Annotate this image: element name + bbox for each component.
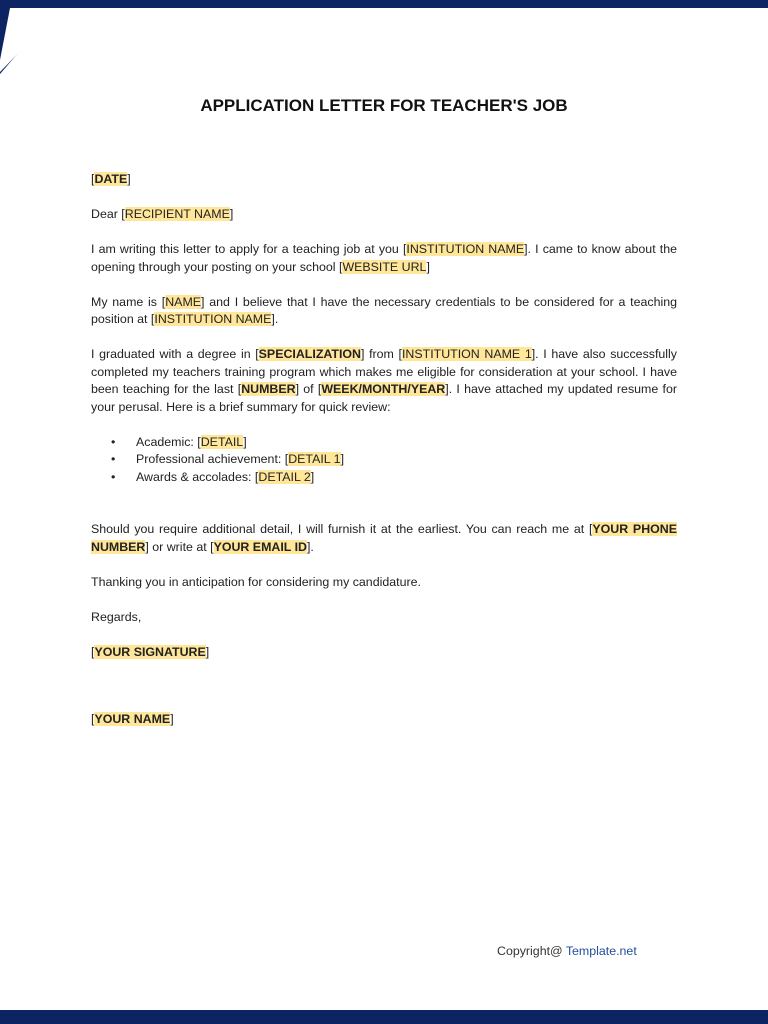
list-item: • Academic: [DETAIL]: [91, 434, 677, 452]
your-name-placeholder: YOUR NAME: [94, 712, 171, 726]
website-url-placeholder: WEBSITE URL: [342, 259, 427, 274]
salutation: Dear [RECIPIENT NAME]: [91, 207, 234, 221]
page-title: APPLICATION LETTER FOR TEACHER'S JOB: [200, 96, 568, 115]
paragraph-intro: I am writing this letter to apply for a teaching job at you [INSTITUTION NAME]. I came to know about the opening through your posting on your school [WEBSITE URL]: [91, 242, 677, 274]
summary-list: [91, 434, 677, 487]
list-item: • Awards & accolades: [DETAIL 2]: [91, 469, 677, 487]
detail-1-placeholder: DETAIL 1: [288, 452, 341, 466]
letter-body: [91, 171, 677, 746]
date-placeholder: DATE: [94, 172, 128, 186]
name-placeholder: NAME: [165, 294, 202, 309]
institution-name-placeholder: INSTITUTION NAME: [406, 242, 525, 256]
institution-name-placeholder: INSTITUTION NAME: [154, 312, 272, 326]
detail-2-placeholder: DETAIL 2: [258, 469, 311, 484]
signature-line: [YOUR SIGNATURE]: [91, 644, 210, 659]
recipient-name-placeholder: RECIPIENT NAME: [124, 207, 230, 221]
copyright-footer: Copyright@ Template.net: [497, 944, 637, 958]
paragraph-name: My name is [NAME] and I believe that I have the necessary credentials to be considered for a teaching position at [INSTITUTION NAME].: [91, 294, 677, 326]
number-placeholder: NUMBER: [241, 382, 296, 396]
paragraph-thanks: Thanking you in anticipation for considering my candidature.: [91, 574, 421, 589]
regards: Regards,: [91, 609, 142, 624]
list-item: • Professional achievement: [DETAIL 1]: [91, 451, 677, 469]
top-band: [0, 0, 768, 8]
bottom-band: [0, 1010, 768, 1024]
email-id-placeholder: YOUR EMAIL ID: [213, 539, 307, 554]
your-name-line: [YOUR NAME]: [91, 712, 174, 726]
date-line: [DATE]: [91, 172, 131, 186]
phone-number-placeholder: YOUR PHONE NUMBER: [91, 522, 677, 554]
specialization-placeholder: SPECIALIZATION: [258, 347, 362, 361]
paragraph-education: I graduated with a degree in [SPECIALIZATION] from [INSTITUTION NAME 1]. I have also successfully completed my teachers training program which makes me eligible for consideration at your school. I have been teaching for the last [NUMBER] of [WEEK/MONTH/YEAR]. I have attached my updated resume for your perusal. Here is a brief summary for quick review:: [91, 347, 677, 414]
week-month-year-placeholder: WEEK/MONTH/YEAR: [321, 382, 446, 396]
paragraph-contact: Should you require additional detail, I will furnish it at the earliest. You can reach me at [YOUR PHONE NUMBER] or write at [YOUR EMAIL ID].: [91, 522, 677, 554]
detail-placeholder: DETAIL: [200, 434, 244, 449]
template-net-link[interactable]: Template.net: [565, 944, 637, 958]
institution-name-1-placeholder: INSTITUTION NAME 1: [401, 347, 532, 361]
signature-placeholder: YOUR SIGNATURE: [94, 644, 206, 659]
corner-triangle-decoration: [0, 0, 64, 74]
